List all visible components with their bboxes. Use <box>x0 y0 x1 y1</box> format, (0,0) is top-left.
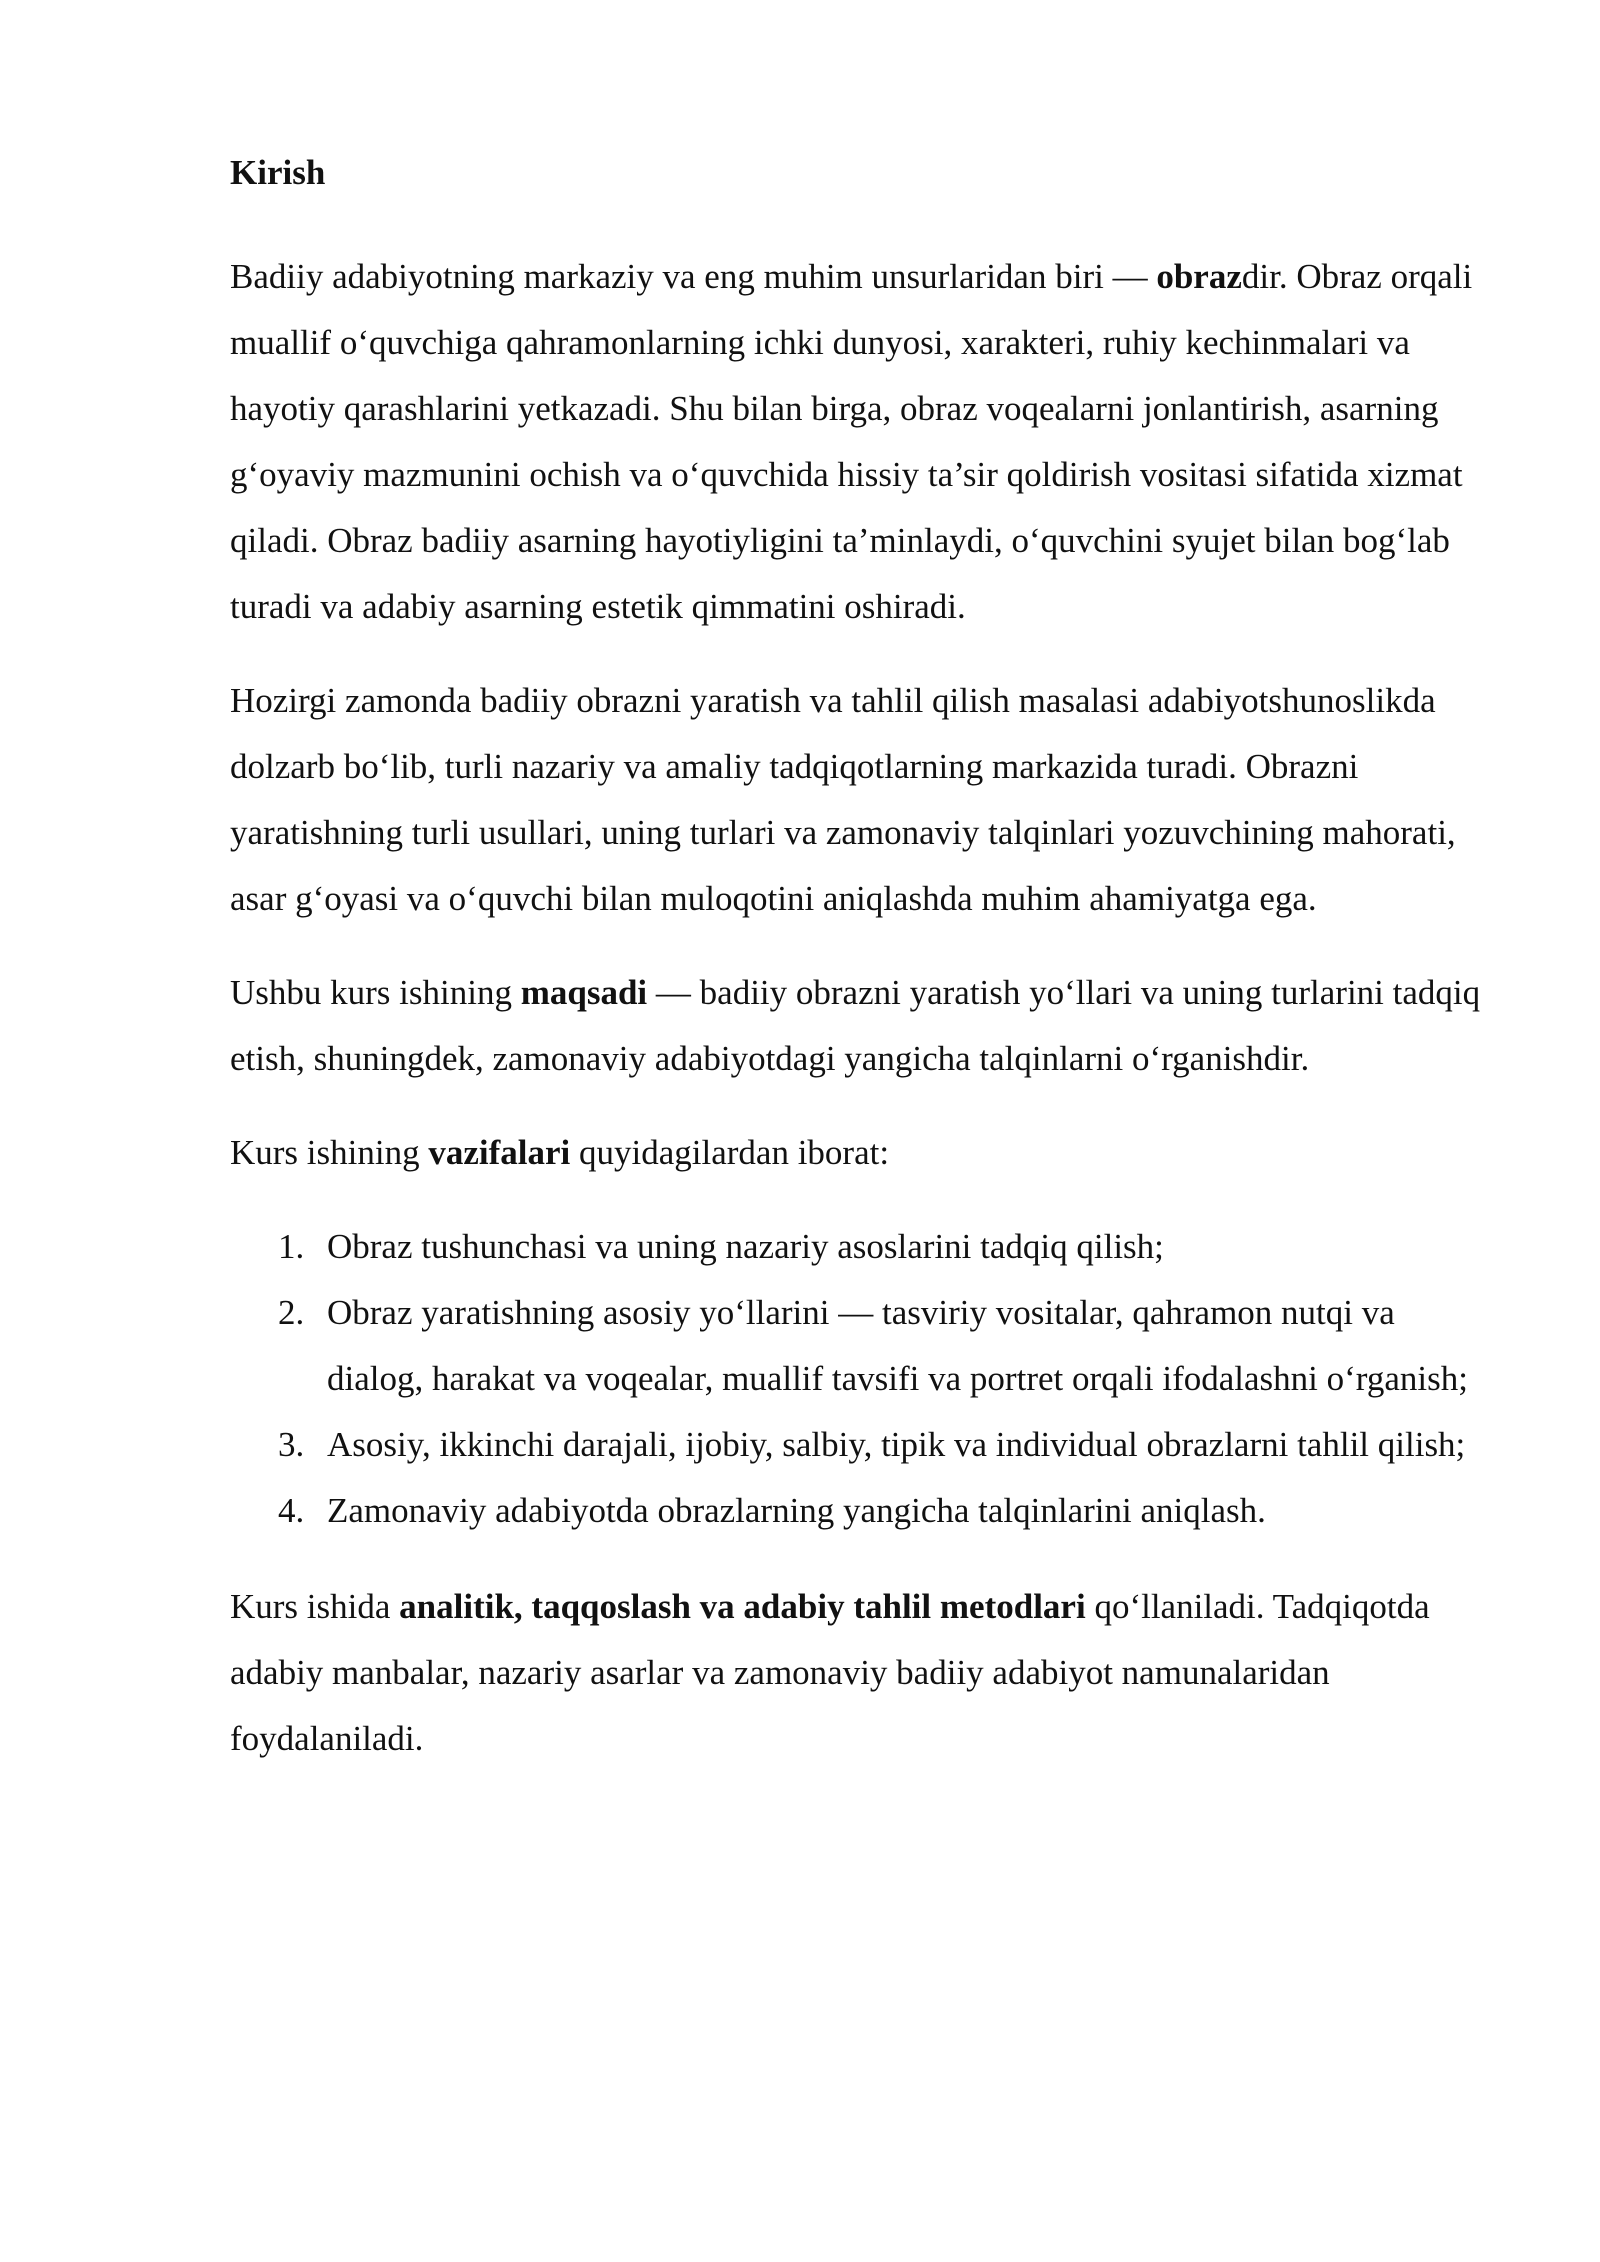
document-page <box>230 148 1490 1800</box>
list-item-text: Obraz tushunchasi va uning nazariy asoslarini tadqiq qilish; <box>327 1227 1164 1266</box>
tasks-bold-term: vazifalari <box>428 1133 571 1172</box>
tasks-intro-paragraph <box>230 1120 1490 1186</box>
list-item-text: Asosiy, ikkinchi darajali, ijobiy, salbiy, tipik va individual obrazlarni tahlil qilish; <box>327 1425 1466 1464</box>
tasks-list <box>230 1214 1490 1544</box>
list-item-number: 4. <box>278 1491 305 1530</box>
list-item-text: Obraz yaratishning asosiy yo‘llarini — tasviriy vositalar, qahramon nutqi va dialog, harakat va voqealar, muallif tavsifi va portret orqali ifodalashni o‘rganish; <box>327 1293 1468 1398</box>
methods-bold-term: analitik, taqqoslash va adabiy tahlil metodlari <box>399 1587 1086 1626</box>
section-heading: Kirish <box>230 153 326 192</box>
relevance-paragraph: Hozirgi zamonda badiiy obrazni yaratish va tahlil qilish masalasi adabiyotshunoslikda dolzarb bo‘lib, turli nazariy va amaliy tadqiqotlarning markazida turadi. Obrazni yaratishning turli usullari, uning turlari va zamonaviy talqinlari yozuvchining mahorati, asar g‘oyasi va o‘quvchi bilan muloqotini aniqlashda muhim ahamiyatga ega. <box>230 681 1456 918</box>
list-item <box>230 1412 1490 1478</box>
methods-text-start: Kurs ishida <box>230 1587 400 1626</box>
intro-paragraph <box>230 244 1490 640</box>
list-item <box>230 1280 1490 1412</box>
intro-text-start: Badiiy adabiyotning markaziy va eng muhim unsurlaridan biri — <box>230 257 1157 296</box>
tasks-intro-start: Kurs ishining <box>230 1133 429 1172</box>
methods-text-end: qo‘llaniladi. Tadqiqotda adabiy manbalar, nazariy asarlar va zamonaviy badiiy adabiyot namunalaridan foydalaniladi. <box>230 1587 1430 1758</box>
goal-paragraph <box>230 960 1490 1092</box>
list-item-number: 2. <box>278 1293 305 1332</box>
goal-text-start: Ushbu kurs ishining <box>230 973 521 1012</box>
goal-bold-term: maqsadi <box>520 973 648 1012</box>
list-item <box>230 1214 1490 1280</box>
goal-text-end: — badiiy obrazni yaratish yo‘llari va uning turlarini tadqiq etish, shuningdek, zamonaviy adabiyotdagi yangicha talqinlarni o‘rganishdir. <box>230 973 1481 1078</box>
intro-bold-term: obraz <box>1156 257 1242 296</box>
list-item <box>230 1478 1490 1544</box>
list-item-number: 3. <box>278 1425 305 1464</box>
list-item-number: 1. <box>278 1227 305 1266</box>
methods-paragraph <box>230 1574 1490 1772</box>
list-item-text: Zamonaviy adabiyotda obrazlarning yangicha talqinlarini aniqlash. <box>327 1491 1266 1530</box>
tasks-intro-end: quyidagilardan iborat: <box>570 1133 890 1172</box>
intro-text-end: dir. Obraz orqali muallif o‘quvchiga qahramonlarning ichki dunyosi, xarakteri, ruhiy kechinmalari va hayotiy qarashlarini yetkazadi. Shu bilan birga, obraz voqealarni jonlantirish, asarning g‘oyaviy mazmunini ochish va o‘quvchida hissiy ta’sir qoldirish vositasi sifatida xizmat qiladi. Obraz badiiy asarning hayotiyligini ta’minlaydi, o‘quvchini syujet bilan bog‘lab turadi va adabiy asarning estetik qimmatini oshiradi. <box>230 257 1473 626</box>
